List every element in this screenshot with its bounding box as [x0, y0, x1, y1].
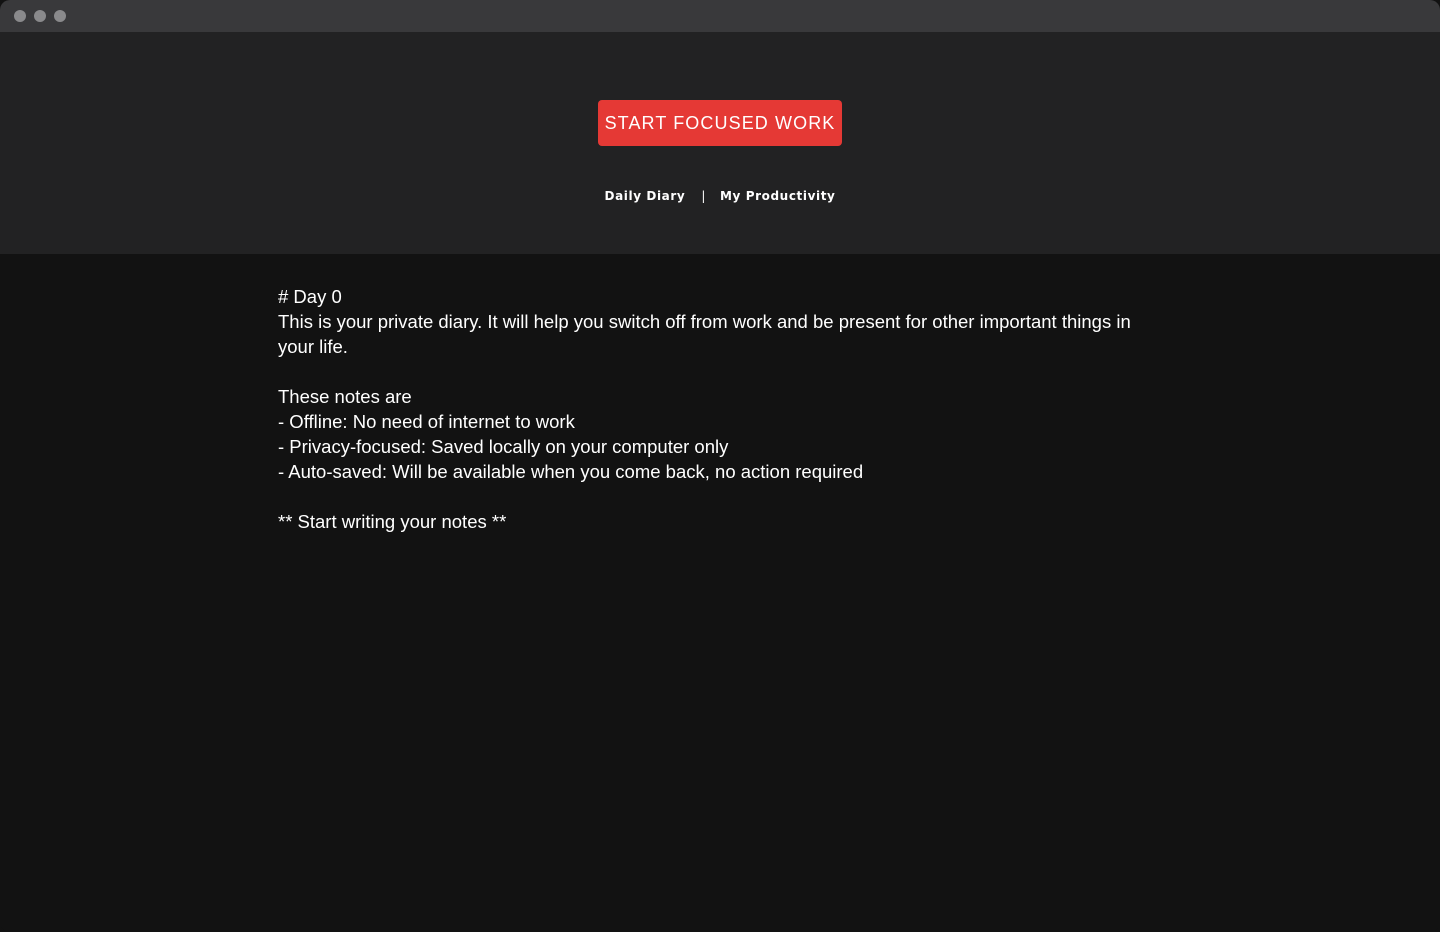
nav-links: [0, 189, 1440, 203]
zoom-window-button[interactable]: [54, 10, 66, 22]
moon-icon[interactable]: [1396, 54, 1418, 76]
close-window-button[interactable]: [14, 10, 26, 22]
nav-daily-diary[interactable]: Daily Diary: [604, 189, 686, 203]
minimize-window-button[interactable]: [34, 10, 46, 22]
title-bar: [0, 0, 1440, 32]
nav-separator: |: [701, 189, 706, 203]
start-focused-work-button[interactable]: START FOCUSED WORK: [598, 100, 842, 146]
nav-my-productivity[interactable]: My Productivity: [719, 189, 836, 203]
diary-editor[interactable]: # Day 0 This is your private diary. It will help you switch off from work and be present for other important things in your life. These notes are - Offline: No need of internet to work - Privacy-focused: Saved locally on your computer only - Auto-saved: Will be available when you come back, no action required ** Start writing your notes **: [278, 286, 1131, 532]
header: [0, 32, 1440, 254]
